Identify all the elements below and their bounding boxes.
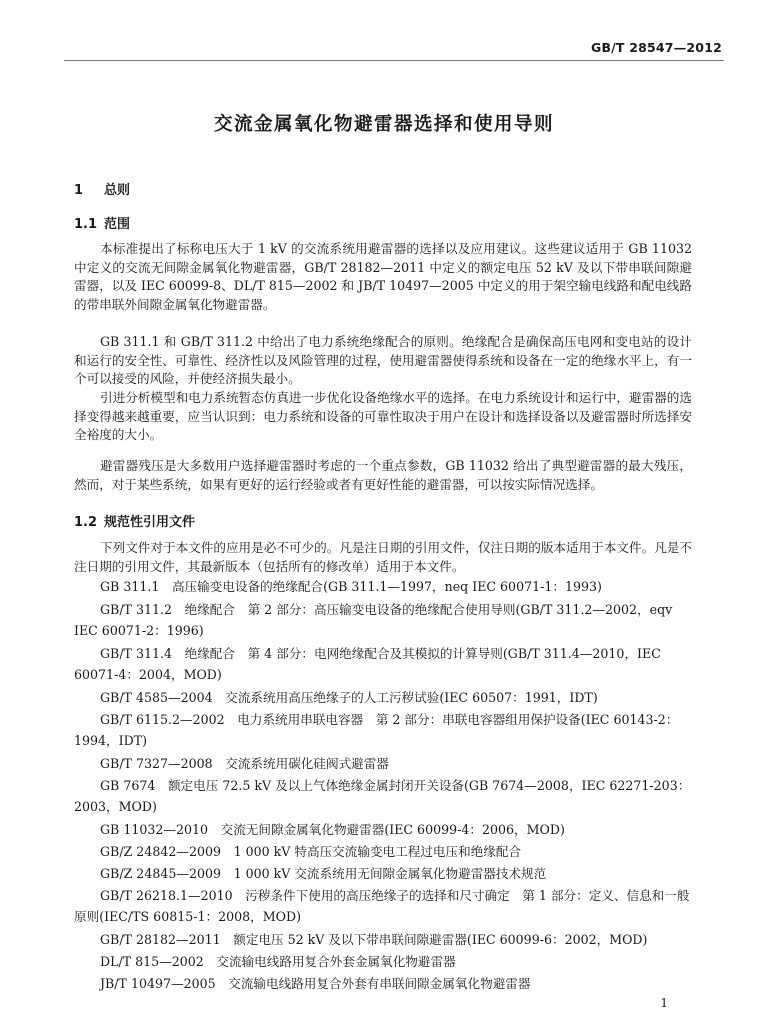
reference-item: GB/T 4585—2004 交流系统用高压绝缘子的人工污秽试验(IEC 60507：1991，IDT) bbox=[100, 690, 598, 705]
section-number: 1 bbox=[74, 183, 84, 198]
section-heading-1-1 bbox=[74, 213, 130, 232]
header-rule bbox=[64, 60, 724, 61]
scope-paragraph: GB 311.1 和 GB/T 311.2 中给出了电力系统绝缘配合的原则。绝缘配合是确保高压电网和变电站的设计和运行的安全性、可靠性、经济性以及风险管理的过程，使用避雷器使得系统和设备在一定的绝缘水平上，有一个可以接受的风险，并使经济损失最小。 bbox=[74, 334, 692, 386]
reference-item: DL/T 815—2002 交流输电线路用复合外套金属氧化物避雷器 bbox=[100, 954, 456, 969]
reference-item: GB 311.1 高压输变电设备的绝缘配合(GB 311.1—1997，neq IEC 60071-1：1993) bbox=[100, 579, 602, 594]
standard-code-header: GB/T 28547—2012 bbox=[590, 40, 722, 55]
section-heading-1 bbox=[74, 179, 130, 198]
normative-intro-paragraph: 下列文件对于本文件的应用是必不可少的。凡是注日期的引用文件，仅注日期的版本适用于本文件。凡是不注日期的引用文件，其最新版本（包括所有的修改单）适用于本文件。 bbox=[74, 540, 692, 574]
page-number: 1 bbox=[660, 996, 668, 1010]
reference-item: GB/Z 24845—2009 1 000 kV 交流系统用无间隙金属氧化物避雷器技术规范 bbox=[100, 866, 547, 881]
scope-paragraph: 引进分析模型和电力系统暂态仿真进一步优化设备绝缘水平的选择。在电力系统设计和运行中，避雷器的选择变得越来越重要，应当认识到：电力系统和设备的可靠性取决于用户在设计和选择设备以及避雷器时所选择安全裕度的大小。 bbox=[74, 390, 692, 442]
section-title: 规范性引用文件 bbox=[104, 515, 196, 530]
reference-item: GB/T 7327—2008 交流系统用碳化硅阀式避雷器 bbox=[100, 756, 389, 771]
reference-item: GB/T 6115.2—2002 电力系统用串联电容器 第 2 部分：串联电容器组用保护设备(IEC 60143-2：1994，IDT) bbox=[74, 712, 679, 748]
reference-item: GB/T 26218.1—2010 污秽条件下使用的高压绝缘子的选择和尺寸确定 第 1 部分：定义、信息和一般原则(IEC/TS 60815-1：2008，MOD) bbox=[74, 888, 690, 924]
scope-paragraph: 本标准提出了标称电压大于 1 kV 的交流系统用避雷器的选择以及应用建议。这些建议适用于 GB 11032 中定义的交流无间隙金属氧化物避雷器，GB/T 28182—2011 中定义的额定电压 52 kV 及以下带串联间隙避雷器，以及 IEC 60099-8、DL/T 815—2002 和 JB/T 10497—2005 中定义的用于架空输电线路和配电线路的带串联外间隙金属氧化物避雷器。 bbox=[74, 241, 692, 312]
section-title: 总则 bbox=[104, 183, 131, 198]
scope-paragraph: 避雷器残压是大多数用户选择避雷器时考虑的一个重点参数，GB 11032 给出了典型避雷器的最大残压，然而，对于某些系统，如果有更好的运行经验或者有更好性能的避雷器，可以按实际情况选择。 bbox=[74, 458, 692, 492]
reference-item: GB/T 28182—2011 额定电压 52 kV 及以下带串联间隙避雷器(IEC 60099-6：2002，MOD) bbox=[100, 932, 648, 947]
section-heading-1-2 bbox=[74, 511, 195, 530]
section-title: 范围 bbox=[104, 217, 131, 232]
reference-item: GB 7674 额定电压 72.5 kV 及以上气体绝缘金属封闭开关设备(GB 7674—2008，IEC 62271-203：2003，MOD) bbox=[74, 778, 691, 814]
reference-item: JB/T 10497—2005 交流输电线路用复合外套有串联间隙金属氧化物避雷器 bbox=[100, 976, 531, 991]
section-number: 1.1 bbox=[74, 217, 98, 232]
reference-item: GB/T 311.4 绝缘配合 第 4 部分：电网绝缘配合及其模拟的计算导则(GB/T 311.4—2010，IEC 60071-4：2004，MOD) bbox=[74, 646, 661, 682]
document-title: 交流金属氧化物避雷器选择和使用导则 bbox=[213, 114, 554, 135]
reference-item: GB/T 311.2 绝缘配合 第 2 部分：高压输变电设备的绝缘配合使用导则(GB/T 311.2—2002，eqv IEC 60071-2：1996) bbox=[74, 602, 673, 638]
section-number: 1.2 bbox=[74, 515, 98, 530]
reference-item: GB/Z 24842—2009 1 000 kV 特高压交流输变电工程过电压和绝缘配合 bbox=[100, 844, 522, 859]
reference-item: GB 11032—2010 交流无间隙金属氧化物避雷器(IEC 60099-4：2006，MOD) bbox=[100, 822, 565, 837]
